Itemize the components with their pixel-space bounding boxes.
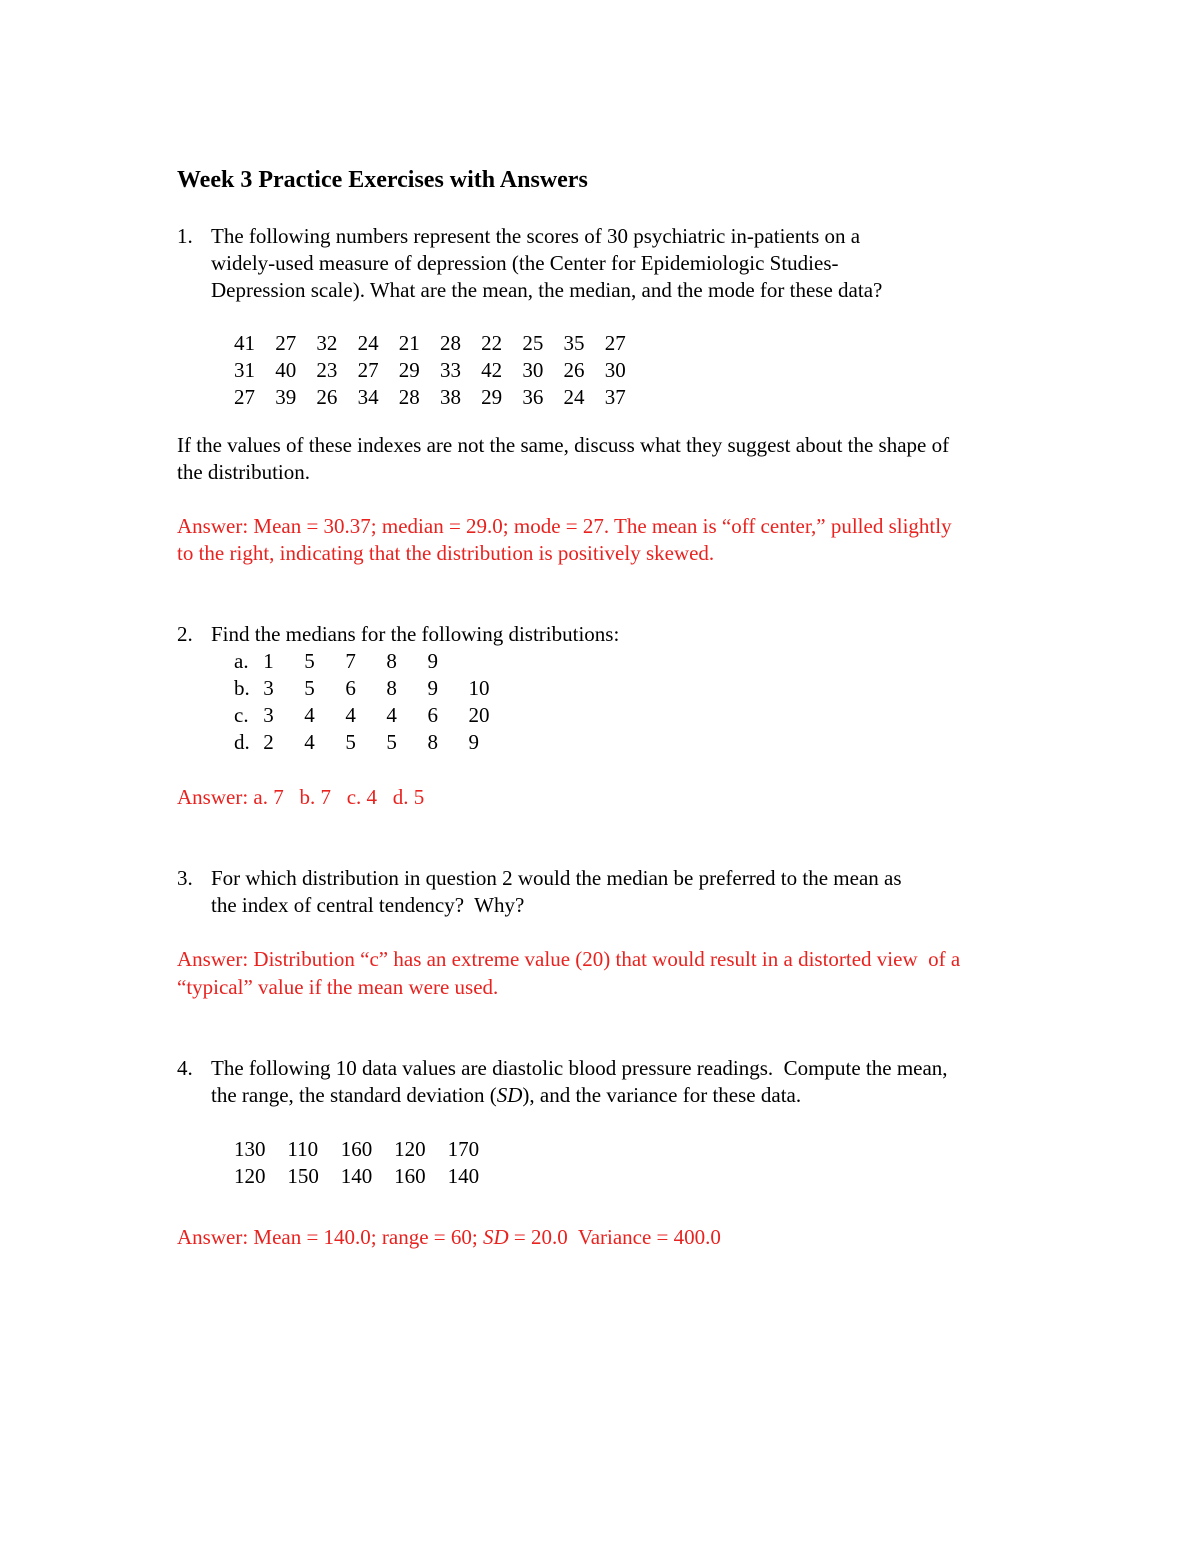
data-cell: 28 — [439, 331, 461, 355]
data-cell: 31 — [234, 358, 255, 382]
distribution-value: 2 — [263, 730, 274, 754]
distribution-value: 4 — [345, 703, 356, 727]
data-cell: 120 — [394, 1137, 426, 1161]
q4-data-table — [234, 1136, 501, 1190]
data-cell: 30 — [604, 358, 626, 382]
q4-data-row — [234, 1163, 501, 1190]
distribution-value: 9 — [427, 649, 438, 673]
q4-data-row — [234, 1136, 501, 1163]
data-cell: 160 — [394, 1164, 426, 1188]
data-cell: 130 — [234, 1137, 266, 1161]
data-cell: 36 — [522, 385, 544, 409]
q2-distribution-d — [234, 729, 504, 756]
data-cell: 33 — [439, 358, 461, 382]
data-cell: 29 — [398, 358, 420, 382]
q3-answer-line-1: Answer: Distribution “c” has an extreme value (20) that would result in a distorted view of a — [177, 947, 961, 971]
distribution-value: 6 — [345, 676, 356, 700]
data-cell: 25 — [522, 331, 544, 355]
data-cell: 21 — [398, 331, 420, 355]
page-title: Week 3 Practice Exercises with Answers — [177, 167, 588, 193]
distribution-value: 8 — [386, 649, 397, 673]
distribution-value: 4 — [304, 730, 315, 754]
data-cell: 120 — [234, 1164, 266, 1188]
data-cell: 26 — [316, 385, 338, 409]
q4-text-line-2 — [211, 1082, 801, 1109]
q4-text-line-2-start: the range, the standard deviation ( — [211, 1083, 497, 1107]
data-cell: 30 — [522, 358, 544, 382]
q3-text-line-1: For which distribution in question 2 would the median be preferred to the mean as — [211, 866, 902, 890]
distribution-value: 5 — [304, 676, 315, 700]
q1-followup-line-2: the distribution. — [177, 460, 310, 484]
distribution-value: 1 — [263, 649, 274, 673]
distribution-value: 4 — [304, 703, 315, 727]
data-cell: 150 — [287, 1164, 319, 1188]
q4-answer-start: Answer: Mean = 140.0; range = 60; — [177, 1225, 483, 1249]
q3-answer-line-2: “typical” value if the mean were used. — [177, 975, 499, 999]
data-cell: 29 — [481, 385, 503, 409]
data-cell: 41 — [234, 331, 255, 355]
distribution-value: 10 — [468, 676, 490, 700]
data-cell: 37 — [604, 385, 626, 409]
q2-text: Find the medians for the following distributions: — [211, 622, 620, 646]
q1-answer-line-1: Answer: Mean = 30.37; median = 29.0; mode = 27. The mean is “off center,” pulled slightly — [177, 514, 952, 538]
data-cell: 38 — [439, 385, 461, 409]
q3-text-line-2: the index of central tendency? Why? — [211, 893, 525, 917]
distribution-value: 5 — [386, 730, 397, 754]
data-cell: 160 — [340, 1137, 373, 1161]
distribution-value: 9 — [427, 676, 438, 700]
data-cell: 110 — [287, 1137, 319, 1161]
data-cell: 27 — [604, 331, 626, 355]
q1-text-line-1: The following numbers represent the scores of 30 psychiatric in-patients on a — [211, 224, 861, 248]
q4-number: 4. — [177, 1056, 193, 1080]
data-cell: 140 — [340, 1164, 373, 1188]
q1-data-row — [234, 357, 646, 384]
q2-distribution-b — [234, 675, 504, 702]
data-cell: 22 — [481, 331, 503, 355]
q2-answer: Answer: a. 7 b. 7 c. 4 d. 5 — [177, 785, 425, 809]
q1-number: 1. — [177, 224, 193, 248]
data-cell: 27 — [275, 331, 297, 355]
distribution-label: b. — [234, 676, 250, 700]
data-cell: 23 — [316, 358, 338, 382]
q2-distribution-a — [234, 648, 504, 675]
data-cell: 26 — [563, 358, 585, 382]
distribution-value: 9 — [468, 730, 479, 754]
distribution-value: 8 — [427, 730, 438, 754]
distribution-label: d. — [234, 730, 250, 754]
data-cell: 140 — [447, 1164, 480, 1188]
q1-answer-line-2: to the right, indicating that the distribution is positively skewed. — [177, 541, 715, 565]
distribution-value: 8 — [386, 676, 397, 700]
data-cell: 28 — [398, 385, 420, 409]
data-cell: 32 — [316, 331, 338, 355]
data-cell: 40 — [275, 358, 297, 382]
q1-data-table — [234, 330, 646, 411]
q2-distribution-c — [234, 702, 504, 729]
data-cell: 42 — [481, 358, 503, 382]
q1-data-row — [234, 384, 646, 411]
distribution-value: 4 — [386, 703, 397, 727]
distribution-value: 3 — [263, 676, 274, 700]
distribution-value: 20 — [468, 703, 490, 727]
q4-text-line-2-end: ), and the variance for these data. — [522, 1083, 802, 1107]
distribution-value: 5 — [304, 649, 315, 673]
q4-answer — [177, 1224, 721, 1251]
data-cell: 24 — [357, 331, 379, 355]
distribution-value: 5 — [345, 730, 356, 754]
q1-followup-line-1: If the values of these indexes are not the same, discuss what they suggest about the shape of — [177, 433, 950, 457]
data-cell: 39 — [275, 385, 297, 409]
distribution-label: a. — [234, 649, 249, 673]
data-cell: 27 — [357, 358, 379, 382]
distribution-value: 3 — [263, 703, 274, 727]
q2-distribution-list — [234, 648, 504, 756]
data-cell: 34 — [357, 385, 379, 409]
data-cell: 27 — [234, 385, 255, 409]
data-cell: 35 — [563, 331, 585, 355]
q4-answer-end: = 20.0 Variance = 400.0 — [508, 1225, 721, 1249]
sd-abbreviation: SD — [482, 1225, 509, 1249]
q1-text-line-2: widely-used measure of depression (the Center for Epidemiologic Studies- — [211, 251, 839, 275]
distribution-value: 7 — [345, 649, 356, 673]
q4-text-line-1: The following 10 data values are diastolic blood pressure readings. Compute the mean, — [211, 1056, 948, 1080]
q2-number: 2. — [177, 622, 193, 646]
q1-data-row — [234, 330, 646, 357]
distribution-value: 6 — [427, 703, 438, 727]
data-cell: 24 — [563, 385, 585, 409]
data-cell: 170 — [447, 1137, 480, 1161]
q3-number: 3. — [177, 866, 193, 890]
sd-abbreviation: SD — [496, 1083, 523, 1107]
distribution-label: c. — [234, 703, 249, 727]
q1-text-line-3: Depression scale). What are the mean, the median, and the mode for these data? — [211, 278, 883, 302]
